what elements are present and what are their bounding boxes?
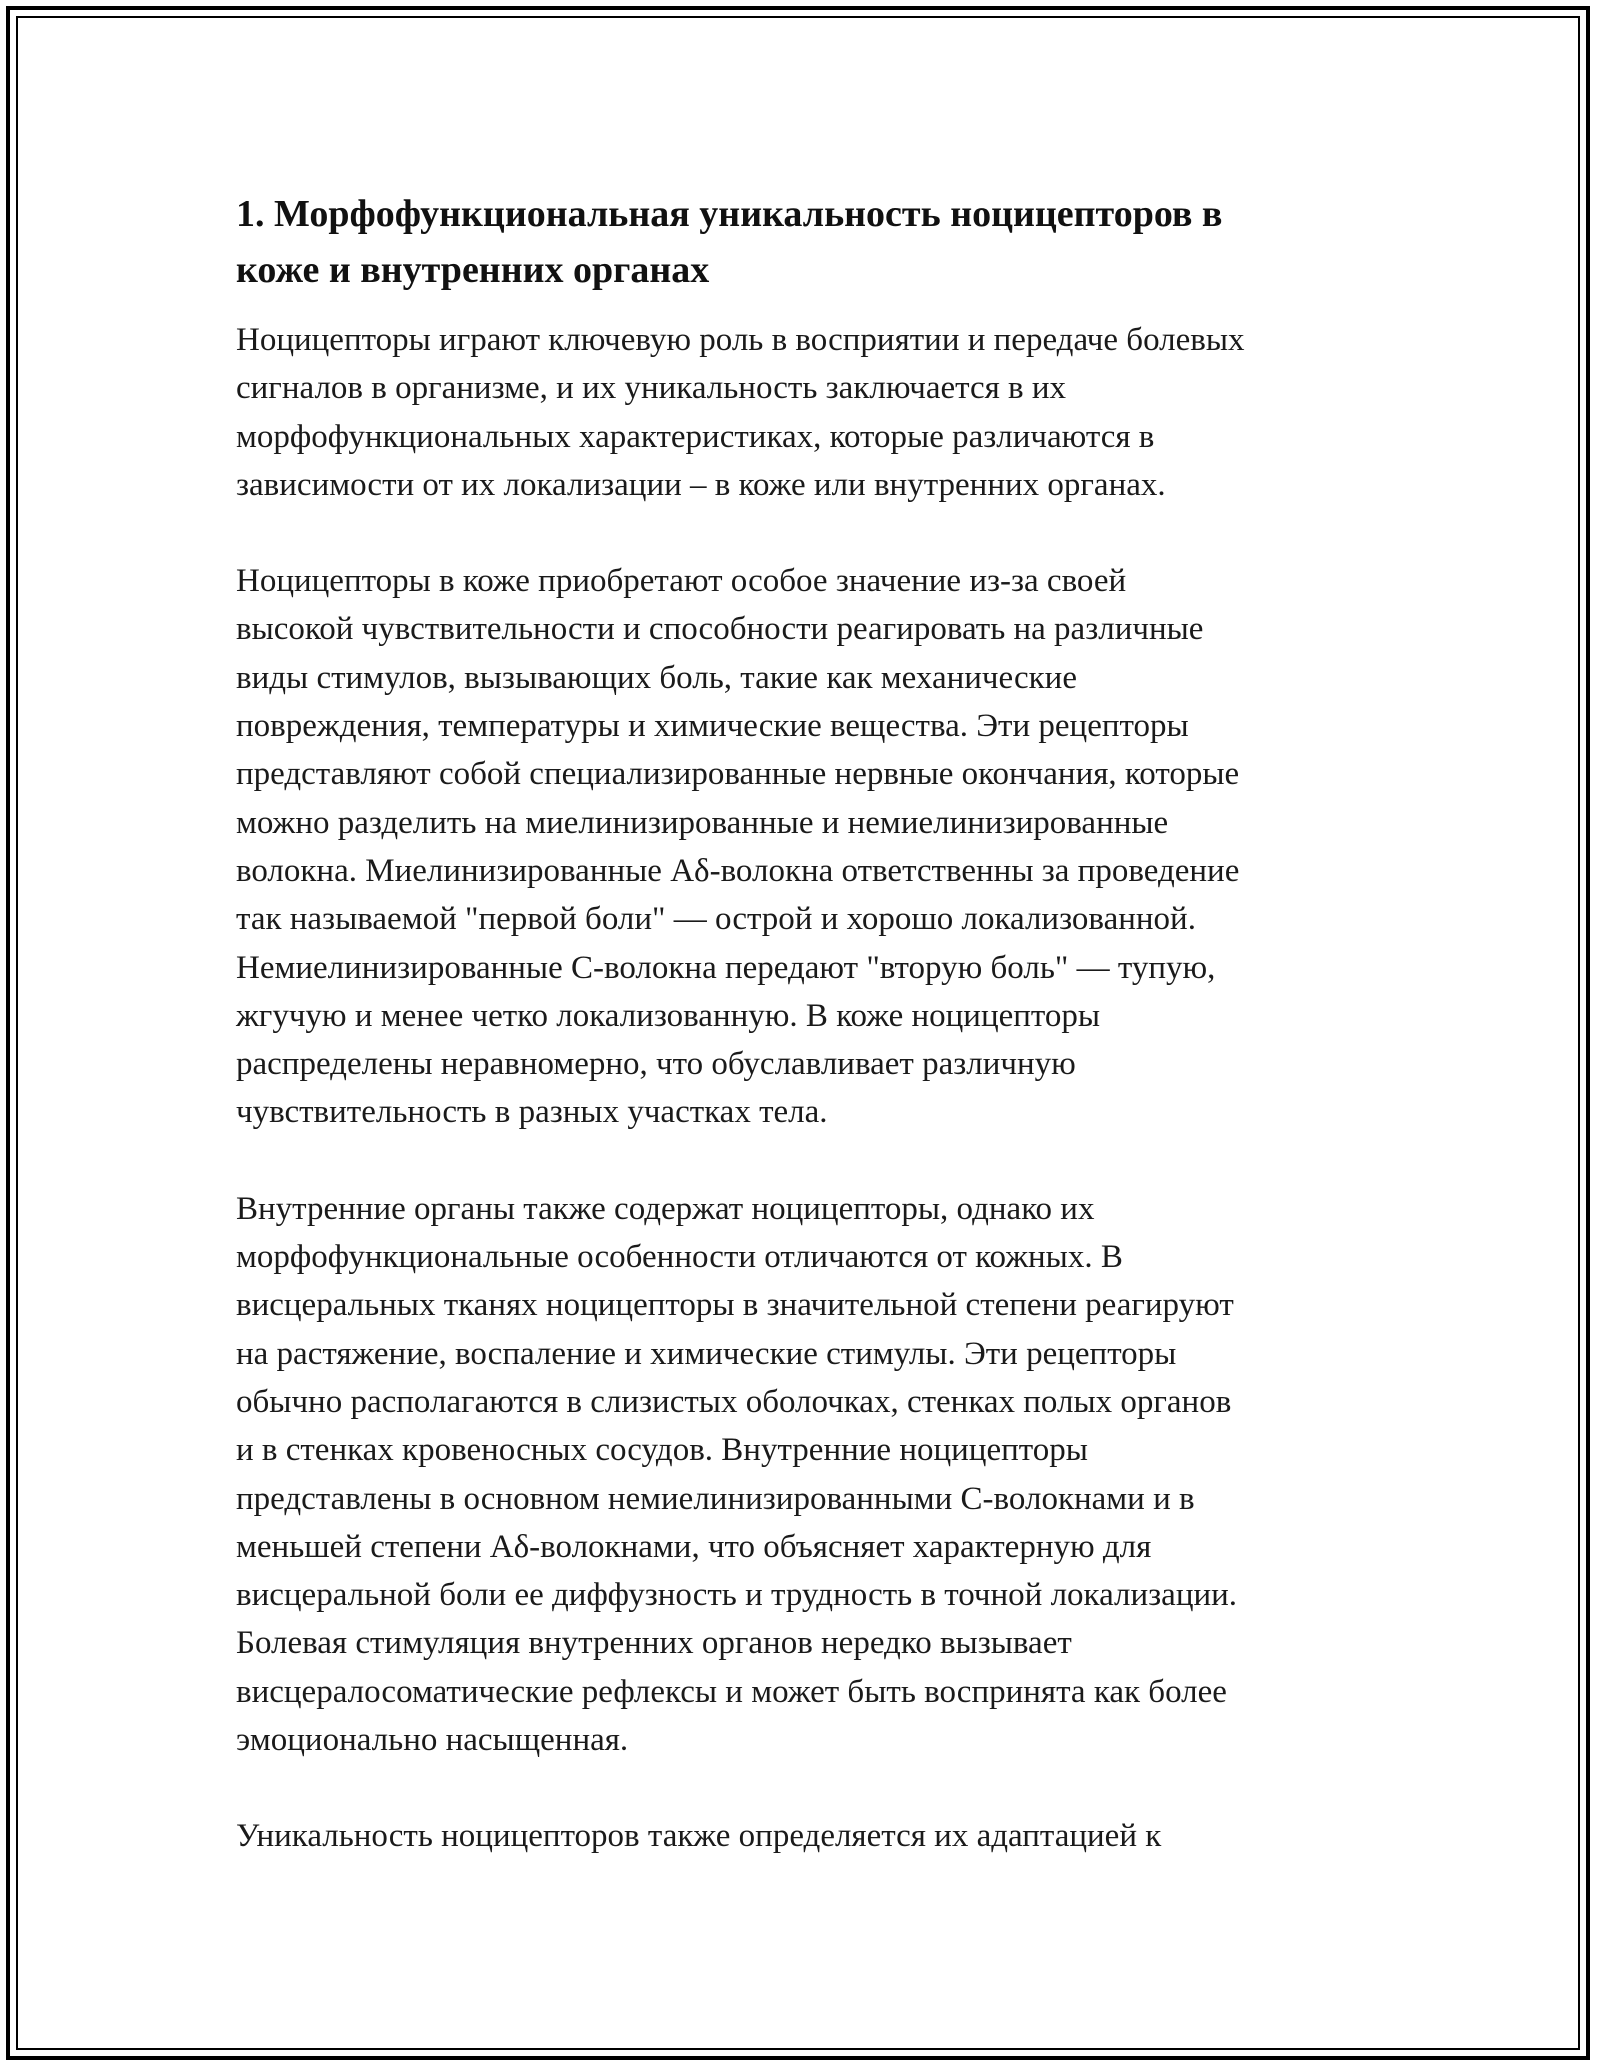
text-line: и в стенках кровеносных сосудов. Внутренние ноцицепторы xyxy=(236,1432,1088,1469)
text-line: чувствительность в разных участках тела. xyxy=(236,1094,828,1131)
heading-line: коже и внутренних органах xyxy=(236,249,710,291)
paragraph-visceral-nociceptors xyxy=(236,1185,1386,1765)
text-line: так называемой "первой боли" — острой и хорошо локализованной. xyxy=(236,901,1196,938)
text-line: на растяжение, воспаление и химические стимулы. Эти рецепторы xyxy=(236,1335,1177,1372)
paragraph-skin-nociceptors xyxy=(236,557,1386,1137)
text-line: Уникальность ноцицепторов также определяется их адаптацией к xyxy=(236,1818,1162,1855)
text-line: морфофункциональные особенности отличаются от кожных. В xyxy=(236,1239,1123,1276)
text-line: висцералосоматические рефлексы и может быть воспринята как более xyxy=(236,1673,1227,1710)
text-line: представлены в основном немиелинизированными C-волокнами и в xyxy=(236,1480,1195,1517)
text-line: виды стимулов, вызывающих боль, такие как механические xyxy=(236,659,1077,696)
paragraph-intro xyxy=(236,316,1386,509)
text-line: высокой чувствительности и способности реагировать на различные xyxy=(236,611,1204,648)
text-line: распределены неравномерно, что обуславливает различную xyxy=(236,1046,1076,1083)
text-line: Ноцицепторы играют ключевую роль в восприятии и передаче болевых xyxy=(236,322,1245,358)
text-line: повреждения, температуры и химические вещества. Эти рецепторы xyxy=(236,708,1189,745)
text-line: представляют собой специализированные нервные окончания, которые xyxy=(236,756,1240,793)
text-line: меньшей степени Aδ-волокнами, что объясняет характерную для xyxy=(236,1528,1152,1565)
text-line: сигналов в организме, и их уникальность заключается в их xyxy=(236,370,1067,407)
text-line: Ноцицепторы в коже приобретают особое значение из-за своей xyxy=(236,563,1127,600)
section-heading xyxy=(236,186,1386,298)
text-line: эмоционально насыщенная. xyxy=(236,1722,629,1759)
heading-line: 1. Морфофункциональная уникальность ноцицепторов в xyxy=(236,193,1223,235)
text-line: Внутренние органы также содержат ноцицепторы, однако их xyxy=(236,1190,1095,1227)
text-line: зависимости от их локализации – в коже или внутренних органах. xyxy=(236,466,1166,503)
text-line: можно разделить на миелинизированные и немиелинизированные xyxy=(236,804,1169,841)
text-line: Болевая стимуляция внутренних органов нередко вызывает xyxy=(236,1625,1072,1662)
paragraph-adaptation xyxy=(236,1812,1386,1860)
text-line: жгучую и менее четко локализованную. В коже ноцицепторы xyxy=(236,997,1101,1034)
text-line: обычно располагаются в слизистых оболочках, стенках полых органов xyxy=(236,1383,1232,1420)
document-body xyxy=(236,186,1386,1909)
text-line: морфофункциональных характеристиках, которые различаются в xyxy=(236,418,1155,455)
text-line: Немиелинизированные C-волокна передают "вторую боль" — тупую, xyxy=(236,949,1216,986)
text-line: висцеральных тканях ноцицепторы в значительной степени реагируют xyxy=(236,1287,1234,1324)
text-line: волокна. Миелинизированные Aδ-волокна ответственны за проведение xyxy=(236,852,1240,889)
text-line: висцеральной боли ее диффузность и трудность в точной локализации. xyxy=(236,1577,1238,1614)
